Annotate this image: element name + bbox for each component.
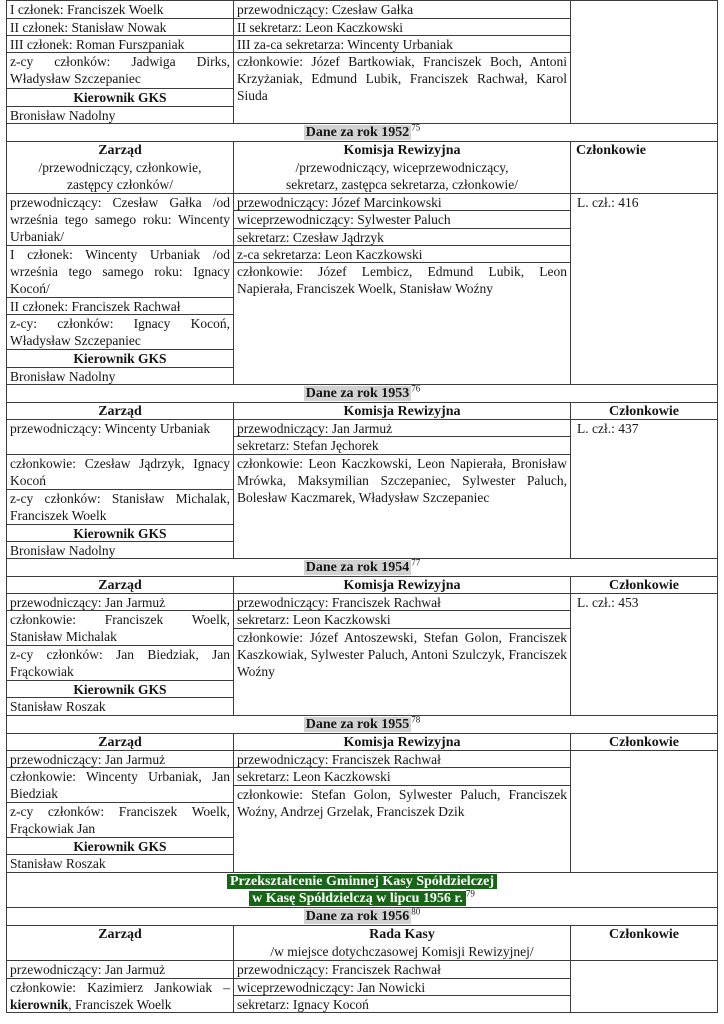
kierownik-name: Bronisław Nadolny (7, 107, 233, 124)
zarzad-row: z-cy członków: Franciszek Woelk, Frąckowiak Jan (7, 803, 233, 838)
column-subtitle: zastępcy członków/ (66, 177, 174, 192)
zarzad-row: II członek: Franciszek Rachwał (7, 298, 233, 315)
zarzad-row: III członek: Roman Furszpaniak (7, 36, 233, 53)
member-count: L. czł.: 437 (571, 420, 717, 559)
footnote-ref: 78 (411, 716, 421, 725)
czlonkowie-column (571, 1, 718, 124)
rada-row: przewodniczący: Franciszek Rachwał (234, 961, 570, 979)
zarzad-row: II członek: Stanisław Nowak (7, 19, 233, 36)
komisja-row: sekretarz: Czesław Jądrzyk (234, 229, 570, 246)
zarzad-column (7, 194, 234, 385)
rada-row: sekretarz: Ignacy Kocoń (234, 996, 570, 1013)
member-count: L. czł.: 453 (571, 594, 717, 716)
zarzad-row: przewodniczący: Jan Jarmuż (7, 961, 233, 979)
kierownik-emphasis: kierownik (10, 997, 69, 1012)
zarzad-row: członkowie: Franciszek Woelk, Stanisław Michalak (7, 611, 233, 646)
footnote-ref: 75 (411, 124, 421, 133)
zarzad-column (7, 961, 234, 1013)
komisja-members-row: członkowie: Józef Antoszewski, Stefan Golon, Franciszek Kaszkowiak, Sylwester Paluch, Antoni Szulczyk, Franciszek Woźny (234, 629, 570, 716)
committee-table (6, 0, 718, 1013)
footnote-ref: 80 (411, 908, 421, 917)
footnote-ref: 79 (465, 888, 475, 899)
czlonkowie-column (571, 961, 718, 1013)
member-count (571, 751, 717, 873)
zarzad-row: I członek: Wincenty Urbaniak /od września tego samego roku: Ignacy Kocoń/ (7, 246, 233, 298)
zarzad-row: z-cy członków: Jan Biedziak, Jan Frąckowiak (7, 646, 233, 681)
year-label: Dane za rok 1956 (305, 909, 410, 924)
column-header-czlonkowie: Członkowie (571, 142, 718, 194)
zarzad-row: członkowie: Czesław Jądrzyk, Ignacy Kocoń (7, 455, 233, 490)
komisja-row: przewodniczący: Czesław Gałka (234, 1, 570, 19)
zarzad-row: z-cy członków: Jadwiga Dirks, Władysław Szczepaniec (7, 53, 233, 89)
column-title: Komisja Rewizyjna (343, 143, 461, 158)
komisja-row: wiceprzewodniczący: Sylwester Paluch (234, 211, 570, 229)
column-header-komisja: Komisja Rewizyjna (234, 734, 571, 751)
kierownik-name: Bronisław Nadolny (7, 542, 233, 559)
column-subtitle: /w miejsce dotychczasowej Komisji Rewizyjnej/ (270, 944, 534, 959)
komisja-row: sekretarz: Stefan Jęchorek (234, 437, 570, 455)
year-header-1955 (7, 716, 718, 734)
komisja-column (234, 594, 571, 716)
kierownik-name: Stanisław Roszak (7, 698, 233, 716)
year-label: Dane za rok 1953 (305, 386, 410, 401)
year-header-1954 (7, 559, 718, 577)
zarzad-column (7, 420, 234, 559)
column-header-czlonkowie: Członkowie (571, 926, 718, 961)
czlonkowie-column (571, 420, 718, 559)
transformation-banner (7, 873, 718, 908)
komisja-row: III za-ca sekretarza: Wincenty Urbaniak (234, 36, 570, 53)
column-subtitle: /przewodniczący, członkowie, (38, 160, 202, 175)
column-header-zarzad: Zarząd (7, 734, 234, 751)
column-subtitle: /przewodniczący, wiceprzewodniczący, (295, 160, 509, 175)
column-header-czlonkowie: Członkowie (571, 577, 718, 594)
komisja-row: sekretarz: Leon Kaczkowski (234, 611, 570, 629)
column-header-czlonkowie: Członkowie (571, 403, 718, 420)
member-count-cell (571, 1, 717, 124)
section-partial (7, 1, 718, 124)
komisja-column (234, 751, 571, 873)
column-header-zarzad: Zarząd (7, 926, 234, 961)
komisja-row: przewodniczący: Franciszek Rachwał (234, 594, 570, 611)
zarzad-row: z-cy członków: Stanisław Michalak, Franciszek Woelk (7, 490, 233, 525)
czlonkowie-column (571, 194, 718, 385)
zarzad-row: z-cy: członków: Ignacy Kocoń, Władysław Szczepaniec (7, 315, 233, 350)
section-1954-header (7, 577, 718, 594)
kierownik-name: Stanisław Roszak (7, 855, 233, 873)
year-label: Dane za rok 1955 (305, 717, 410, 732)
section-1955-header (7, 734, 718, 751)
column-header-komisja: Komisja Rewizyjna (234, 577, 571, 594)
komisja-members-row: członkowie: Leon Kaczkowski, Leon Napierała, Bronisław Mrówka, Maksymilian Szczepaniec, Sylwester Paluch, Bolesław Kaczmarek, Władysław Szczepaniec (234, 455, 570, 559)
section-1952 (7, 194, 718, 385)
section-1954 (7, 594, 718, 716)
zarzad-row: członkowie: Wincenty Urbaniak, Jan Biedziak (7, 768, 233, 803)
section-1953-header (7, 403, 718, 420)
rada-kasy-column (234, 961, 571, 1013)
kierownik-name: Bronisław Nadolny (7, 368, 233, 385)
member-count: L. czł.: 416 (571, 194, 717, 385)
zarzad-row: przewodniczący: Czesław Gałka /od września tego samego roku: Wincenty Urbaniak/ (7, 194, 233, 246)
year-label: Dane za rok 1952 (305, 125, 410, 140)
section-1956-header (7, 926, 718, 961)
komisja-row: przewodniczący: Franciszek Rachwał (234, 751, 570, 768)
members-text: członkowie: Kazimierz Jankowiak – (10, 980, 230, 995)
zarzad-column (7, 594, 234, 716)
column-header-komisja: Komisja Rewizyjna (234, 403, 571, 420)
kierownik-gks-label: Kierownik GKS (7, 525, 233, 542)
column-title: Rada Kasy (369, 927, 435, 942)
column-header-komisja (234, 142, 571, 194)
footnote-ref: 77 (411, 559, 421, 568)
komisja-row: sekretarz: Leon Kaczkowski (234, 768, 570, 786)
komisja-row: przewodniczący: Józef Marcinkowski (234, 194, 570, 211)
komisja-members-row: członkowie: Józef Lembicz, Edmund Lubik, Leon Napierała, Franciszek Woelk, Stanisław Woźny (234, 263, 570, 385)
komisja-row: przewodniczący: Jan Jarmuż (234, 420, 570, 437)
kierownik-gks-label: Kierownik GKS (7, 838, 233, 855)
kierownik-gks-label: Kierownik GKS (7, 681, 233, 698)
column-header-czlonkowie: Członkowie (571, 734, 718, 751)
zarzad-row: przewodniczący: Jan Jarmuż (7, 594, 233, 611)
komisja-members-row: członkowie: Józef Bartkowiak, Franciszek Boch, Antoni Krzyżaniak, Edmund Lubik, Franciszek Rachwał, Karol Siuda (234, 53, 570, 124)
column-subtitle: sekretarz, zastępca sekretarza, członkowie/ (286, 177, 518, 192)
kierownik-gks-label: Kierownik GKS (7, 89, 233, 107)
zarzad-column (7, 1, 234, 124)
member-count (571, 961, 717, 1013)
komisja-column (234, 420, 571, 559)
zarzad-row: przewodniczący: Wincenty Urbaniak (7, 420, 233, 455)
zarzad-row: przewodniczący: Jan Jarmuż (7, 751, 233, 768)
komisja-row: z-ca sekretarza: Leon Kaczkowski (234, 246, 570, 263)
zarzad-column (7, 751, 234, 873)
year-header-1956 (7, 908, 718, 926)
section-1955 (7, 751, 718, 873)
column-header-zarzad (7, 142, 234, 194)
section-1956 (7, 961, 718, 1013)
zarzad-row: I członek: Franciszek Woelk (7, 1, 233, 19)
year-header-1952 (7, 124, 718, 142)
column-title: Zarząd (98, 143, 142, 158)
year-header-1953 (7, 385, 718, 403)
zarzad-members-row (7, 979, 233, 1013)
kierownik-gks-label: Kierownik GKS (7, 350, 233, 368)
column-header-zarzad: Zarząd (7, 403, 234, 420)
komisja-column (234, 1, 571, 124)
section-1953 (7, 420, 718, 559)
year-label: Dane za rok 1954 (305, 560, 410, 575)
komisja-column (234, 194, 571, 385)
transformation-line2: w Kasę Spółdzielczą w lipcu 1956 r. $^{79}$ (7, 890, 717, 907)
section-1952-header (7, 142, 718, 194)
czlonkowie-column (571, 594, 718, 716)
footnote-ref: 76 (411, 385, 421, 394)
column-header-rada-kasy (234, 926, 571, 961)
komisja-row: II sekretarz: Leon Kaczkowski (234, 19, 570, 36)
komisja-members-row: członkowie: Stefan Golon, Sylwester Paluch, Franciszek Woźny, Andrzej Grzelak, Franciszek Dzik (234, 786, 570, 873)
rada-row: wiceprzewodniczący: Jan Nowicki (234, 979, 570, 996)
column-header-zarzad: Zarząd (7, 577, 234, 594)
transformation-line1: Przekształcenie Gminnej Kasy Spółdzielczej (7, 873, 717, 890)
czlonkowie-column (571, 751, 718, 873)
members-text: , Franciszek Woelk (68, 997, 172, 1012)
